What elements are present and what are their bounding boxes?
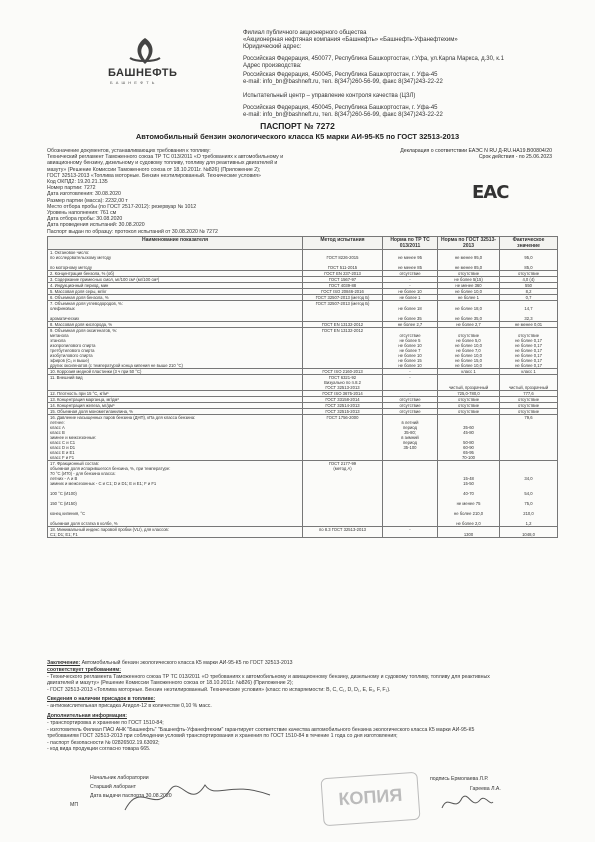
table-row (48, 375, 558, 391)
header-line: Филиал публичного акционерного общества (243, 30, 367, 36)
additional-line: - паспорт безопасности № 02826502.19.63092; (47, 739, 160, 746)
cell-norm-trts: - (383, 375, 438, 391)
requirements-label: соответствует требованиям: (47, 667, 121, 673)
cell-actual: отсутствие (500, 403, 558, 409)
header-actual: Фактическое значение (500, 237, 558, 250)
requirements-line: - Технического регламента Таможенного союза ТР ТС 013/2011 «О требованиях к автомобильному и авиационному бензину, дизельному и судовому топливу, топливу для реактивных (47, 674, 490, 680)
intro-line: мазуту» (Решение Комиссии Таможенного союза от 18.10.2011г. №826) (Приложение 2); (47, 166, 261, 173)
cell-norm-gost: не менее 95,0 не менее 85,0 (438, 250, 500, 271)
table-header-row (48, 237, 558, 250)
intro-line: Паспорт выдан по образцу: протокол испытаний от 30.08.2020 № 7272 (47, 228, 218, 235)
cell-indicator: 13. Концентрация марганца, мг/дм³ (48, 397, 303, 403)
conclusion-text: Автомобильный бензин экологического класса К5 марки АИ-95-К5 по ГОСТ 32513-2013 (81, 660, 293, 666)
intro-line: ГОСТ 32513-2013 «Топлива моторные. Бензин неэтилированный. Технические условия» (47, 172, 261, 179)
quality-table (47, 236, 558, 538)
footer-line (47, 660, 557, 666)
additional-line: - изготовитель Филиал ПАО АНК "Башнефть" "Башнефть-Уфанефтехим" гарантирует соответствие качества автомобильного бензина экологического класса К5 марки АИ-95-К5 (47, 726, 475, 733)
header-line: Российская Федерация, 450077, Республика Башкортостан, г.Уфа, ул.Карла Маркса, д.30, к.1 (243, 56, 504, 62)
cell-indicator: 6. Объемная доля бензола, % (48, 295, 303, 301)
table-row (48, 250, 558, 271)
cell-method: ГОСТ 1756-2000 (303, 415, 383, 461)
cell-norm-gost: не более 18,0 не более 35,0 (438, 301, 500, 322)
cell-norm-trts: не более 18 не более 35 (383, 301, 438, 322)
cell-norm-gost: класс 1 (438, 369, 500, 375)
cell-norm-trts: - (383, 277, 438, 283)
additives-label: Сведения о наличии присадок в топливе: (47, 696, 156, 702)
passport-subtitle: Автомобильный бензин экологического класса К5 марки АИ-95-К5 по ГОСТ 32513-2013 (135, 132, 460, 141)
cell-norm-trts (383, 461, 438, 527)
intro-line: Уровень наполнения: 761 см (47, 210, 117, 216)
cell-norm-trts: отсутствие (383, 271, 438, 277)
header-line: Российская Федерация, 450045, Республика Башкортостан, г. Уфа-45 (243, 72, 438, 78)
header-method: Метод испытания (303, 237, 383, 250)
additional-label: Дополнительная информация: (47, 713, 127, 719)
cell-indicator: 9. Объемная доля оксигенатов, %: метанола этанола изопропилового спирта третбутилового спирта изобутилового спирта эфиров (C₅ и выше) других оксигенатов (с температурой конца кипения не выше 210 °С) (48, 328, 303, 369)
signature-scribble-right (440, 788, 495, 818)
signature-scribble-left (120, 770, 280, 820)
cell-norm-gost: отсутствие (438, 409, 500, 415)
footer-line (47, 687, 557, 693)
additional-line: - код вида продукции согласно товара 665. (47, 746, 151, 753)
cell-method: ГОСТ ISO 2160-2013 (303, 369, 383, 375)
cell-actual: отсутствие не более 0,17 не более 0,17 не более 0,17 не более 0,17 не более 0,17 не более 0,17 (500, 328, 558, 369)
intro-line: Дата проведения испытаний: 30.08.2020 (47, 222, 145, 229)
cell-norm-gost: не более 2,7 (438, 322, 500, 328)
table-row (48, 461, 558, 527)
cell-norm-gost: не более 1 (438, 295, 500, 301)
table-row (48, 415, 558, 461)
table-row (48, 527, 558, 538)
footer-line (47, 703, 557, 709)
header-norm-gost: Норма по ГОСТ 32513-2013 (438, 237, 500, 250)
signature-left-role-2: Старший лаборант (90, 784, 137, 790)
cell-norm-trts: не менее 95 не менее 85 (383, 250, 438, 271)
footer-line (47, 696, 557, 702)
header-line: Российская Федерация, 450045, Республика Башкортостан, г. Уфа-45 (243, 105, 438, 111)
cell-indicator: 12. Плотность при 15 °С, кг/м³ (48, 391, 303, 397)
eac-mark: ЕАС (472, 182, 509, 203)
cell-indicator: 10. Коррозия медной пластинки (3 ч при 50 °С) (48, 369, 303, 375)
cell-indicator: 17. Фракционный состав: объемная доля испарившегося бензина, %, при температуре: 70 °С (И70) - для бензина класса: летних - А и В зимних и межсезонных - C и C1; D и D1; E и E1; F и F1 100 °С (И100) 150 °С (И150) конец кипения, °С объемная доля остатка в колбе, % (48, 461, 303, 527)
cell-indicator: 4. Индукционный период, мин (48, 283, 303, 289)
bashneft-logo-icon (126, 36, 164, 66)
cell-actual: чистый, прозрачный (500, 375, 558, 391)
cell-method: ГОСТ ISO 3675-2014 (303, 391, 383, 397)
signature-mp: МП (70, 802, 79, 808)
cell-method: ГОСТ ISO 20846-2016 (303, 289, 383, 295)
cell-method: по 8.3 ГОСТ 32513-2013 (303, 527, 383, 538)
cell-method: ГОСТ 32507-2013 (метод Б) (303, 295, 383, 301)
additional-line: требованиям ГОСТ 32513-2013 при соблюдении условий транспортирования и хранения по ГОСТ 1510-84 в течение 1 года со дня изготовления; (47, 733, 398, 740)
cell-actual: 79,6 (500, 415, 558, 461)
intro-line: Номер партии: 7272 (47, 185, 96, 192)
requirements-line: двигателей и мазуту» (Решение Комиссии Таможенного союза от 18.10.2011г. №826) (Приложение 2); (47, 680, 294, 687)
declaration-validity: Срок действия - по 25.06.2023 (478, 154, 552, 161)
copy-stamp: КОПИЯ (320, 772, 420, 827)
cell-method: ГОСТ 32515-2013 (303, 409, 383, 415)
header-line: «Акционерная нефтяная компания «Башнефть» «Башнефть-Уфанефтехим» (243, 37, 458, 43)
intro-line: Обозначение документов, устанавливающих требования к топливу: (47, 148, 211, 154)
cell-norm-trts: отсутствие не более 5 не более 10 не более 7 не более 10 не более 15 не более 10 (383, 328, 438, 369)
cell-indicator: 18. Минимальный индекс паровой пробки (VLI), для классов: C1; D1; E1; F1 (48, 527, 303, 538)
header-line: Юридический адрес: (243, 44, 302, 50)
cell-norm-gost: отсутствие (438, 271, 500, 277)
cell-norm-gost: не более 5(15) (438, 277, 500, 283)
footer-line (47, 746, 557, 752)
logo-name: БАШНЕФТЬ (108, 67, 178, 79)
cell-actual: 777,6 (500, 391, 558, 397)
cell-method: ГОСТ 32514-2013 (303, 403, 383, 409)
cell-method: ГОСТ EN 13132-2012 (303, 322, 383, 328)
cell-norm-trts: отсутствие (383, 397, 438, 403)
cell-indicator: 14. Концентрация железа, мг/дм³ (48, 403, 303, 409)
cell-actual: 0,7 (500, 295, 558, 301)
cell-method: ГОСТ 1567-97 (303, 277, 383, 283)
cell-norm-trts: - (383, 527, 438, 538)
declaration (392, 148, 552, 161)
cell-method: ГОСТ 6321-92 Визуально по п.8.2 ГОСТ 32513-2013 (303, 375, 383, 391)
cell-actual: не менее 0,01 (500, 322, 558, 328)
intro-line: Дата изготовления: 30.08.2020 (47, 191, 121, 198)
cell-method: ГОСТ 4039-88 (303, 283, 383, 289)
cell-method: ГОСТ 33158-2014 (303, 397, 383, 403)
cell-actual: 1048,0 (500, 527, 558, 538)
cell-actual: класс 1 (500, 369, 558, 375)
declaration-number: Декларация о соответствии ЕАЭС N RU Д-RU.НА19.В00804/20 (400, 148, 552, 154)
cell-actual: отсутствие (500, 409, 558, 415)
cell-actual: 8,2 (500, 289, 558, 295)
intro-line: Место отбора пробы (по ГОСТ 2517-2012): резервуар № 1012 (47, 203, 197, 210)
cell-indicator: 8. Массовая доля кислорода, % (48, 322, 303, 328)
cell-indicator: 16. Давление насыщенных паров бензина (ДНП), кПа для класса бензина: летнее: класс А класс В зимнее и межсезонные: класс C и C1 класс D и D1 класс E и E1 класс F и F1 (48, 415, 303, 461)
table-row (48, 328, 558, 369)
cell-norm-trts: отсутствие (383, 409, 438, 415)
header-line: Адрес производства: (243, 63, 302, 69)
cell-actual: 4,0 (4) (500, 277, 558, 283)
cell-norm-gost: 35-60 45-80 50-80 60-90 65-95 70-100 (438, 415, 500, 461)
cell-actual: 14,7 32,3 (500, 301, 558, 322)
cell-norm-trts: отсутствие (383, 403, 438, 409)
header-indicator: Наименование показателя (48, 237, 303, 250)
cell-norm-trts: не более 10 (383, 289, 438, 295)
header-line: e-mail: info_bn@bashneft.ru, тел. 8(347)260-56-99, факс 8(347)243-22-22 (243, 112, 443, 118)
cell-method: ГОСТ 32507-2013 (метод Б) (303, 301, 383, 322)
cell-norm-gost: 1300 (438, 527, 500, 538)
header-norm-trts: Норма по ТР ТС 013/2011 (383, 237, 438, 250)
signature-right-1: подпись Ермолаева Л.Р. (430, 776, 489, 782)
cell-actual: отсутствие (500, 271, 558, 277)
cell-norm-trts: - (383, 283, 438, 289)
intro-line: авиационному бензину, дизельному и судовому топливу, топливу для реактивных двигателей и (47, 160, 278, 167)
header-line: Испытательный центр – управление контроля качества (ЦЗЛ) (243, 93, 416, 99)
intro-line: Код ОКПД2: 19.20.21.135 (47, 179, 108, 185)
cell-norm-gost: не более 10,0 (438, 289, 500, 295)
cell-method: ГОСТ 8226-2015 ГОСТ 511-2015 (303, 250, 383, 271)
header-line: e-mail: info_bn@bashneft.ru, тел. 8(347)260-56-99, факс 8(347)243-22-22 (243, 79, 443, 85)
additives-text: - антиокислительная присадка Агидол-12 в количестве 0,10 % масс. (47, 703, 212, 709)
footer-line (47, 740, 557, 746)
cell-actual: 34,0 54,0 75,0 210,0 1,2 (500, 461, 558, 527)
signature-left-role-1: Начальник лаборатории (90, 775, 149, 781)
passport-title: ПАСПОРТ № 7272 (260, 121, 335, 131)
cell-method: ГОСТ EN 237-2013 (303, 271, 383, 277)
cell-norm-trts: не более 1 (383, 295, 438, 301)
cell-norm-trts: в летний период 35-80; в зимний период 35-100 (383, 415, 438, 461)
signature-right-2: Гареева Л.А. (470, 786, 501, 792)
cell-indicator: 2. Концентрация бензола, % (об) (48, 271, 303, 277)
cell-norm-gost: чистый, прозрачный (438, 375, 500, 391)
conclusion-label: Заключение: (47, 660, 81, 666)
additional-line: - транспортировка и хранение по ГОСТ 1510-84; (47, 720, 164, 726)
intro-line: Технический регламент Таможенного союза ТР ТС 013/2011 «О требованиях к автомобильному и (47, 154, 284, 161)
footer-line (47, 713, 557, 719)
cell-method: ГОСТ 2177-99 (метод А) (303, 461, 383, 527)
cell-indicator: 1. Октановое число: по исследовательскому методу по моторному методу (48, 250, 303, 271)
cell-indicator: 3. Содержание примесных смол, мг/100 см³ (мг/100 см³) (48, 277, 303, 283)
requirements-line: - ГОСТ 32513-2013 «Топлива моторные. Бензин неэтилированный. Технические условия» (класс по испаряемости: B, C, C₁, D, D₁, E, E₁, F, F₁). (47, 686, 391, 693)
cell-indicator: 11. Внешний вид (48, 375, 303, 391)
cell-norm-gost: 15-48 15-50 40-70 не менее 75 не более 210,0 не более 2,0 (438, 461, 500, 527)
cell-norm-trts: - (383, 369, 438, 375)
cell-norm-gost: 725,0-780,0 (438, 391, 500, 397)
cell-norm-gost: не менее 360 (438, 283, 500, 289)
signature-left-date: Дата выдачи паспорта 30.08.2020 (90, 793, 172, 799)
cell-method: ГОСТ EN 13132-2012 (303, 328, 383, 369)
intro-line: Размер партии (масса): 2232,00 т (47, 197, 128, 204)
cell-norm-trts: не более 2,7 (383, 322, 438, 328)
cell-indicator: 7. Объемная доля углеводородов, %: олефиновых ароматических (48, 301, 303, 322)
table-row (48, 301, 558, 322)
intro-line: Дата отбора пробы: 30.08.2020 (47, 216, 123, 223)
cell-norm-gost: отсутствие не более 5,0 не более 10,0 не более 7,0 не более 10,0 не более 15,0 не более 10,0 (438, 328, 500, 369)
footer-line (47, 720, 557, 726)
cell-indicator: 5. Массовая доля серы, мг/кг (48, 289, 303, 295)
cell-norm-gost: отсутствие (438, 403, 500, 409)
footer-line (47, 667, 557, 673)
cell-norm-gost: отсутствие (438, 397, 500, 403)
cell-indicator: 15. Объемная доля монометиланилина, % (48, 409, 303, 415)
logo-subtitle: Б А Ш Н Е Ф Т Ь (110, 80, 156, 85)
cell-actual: отсутствие (500, 397, 558, 403)
cell-norm-trts: - (383, 391, 438, 397)
footer-line (47, 733, 557, 739)
cell-actual: 95,0 85,0 (500, 250, 558, 271)
cell-actual: 550 (500, 283, 558, 289)
